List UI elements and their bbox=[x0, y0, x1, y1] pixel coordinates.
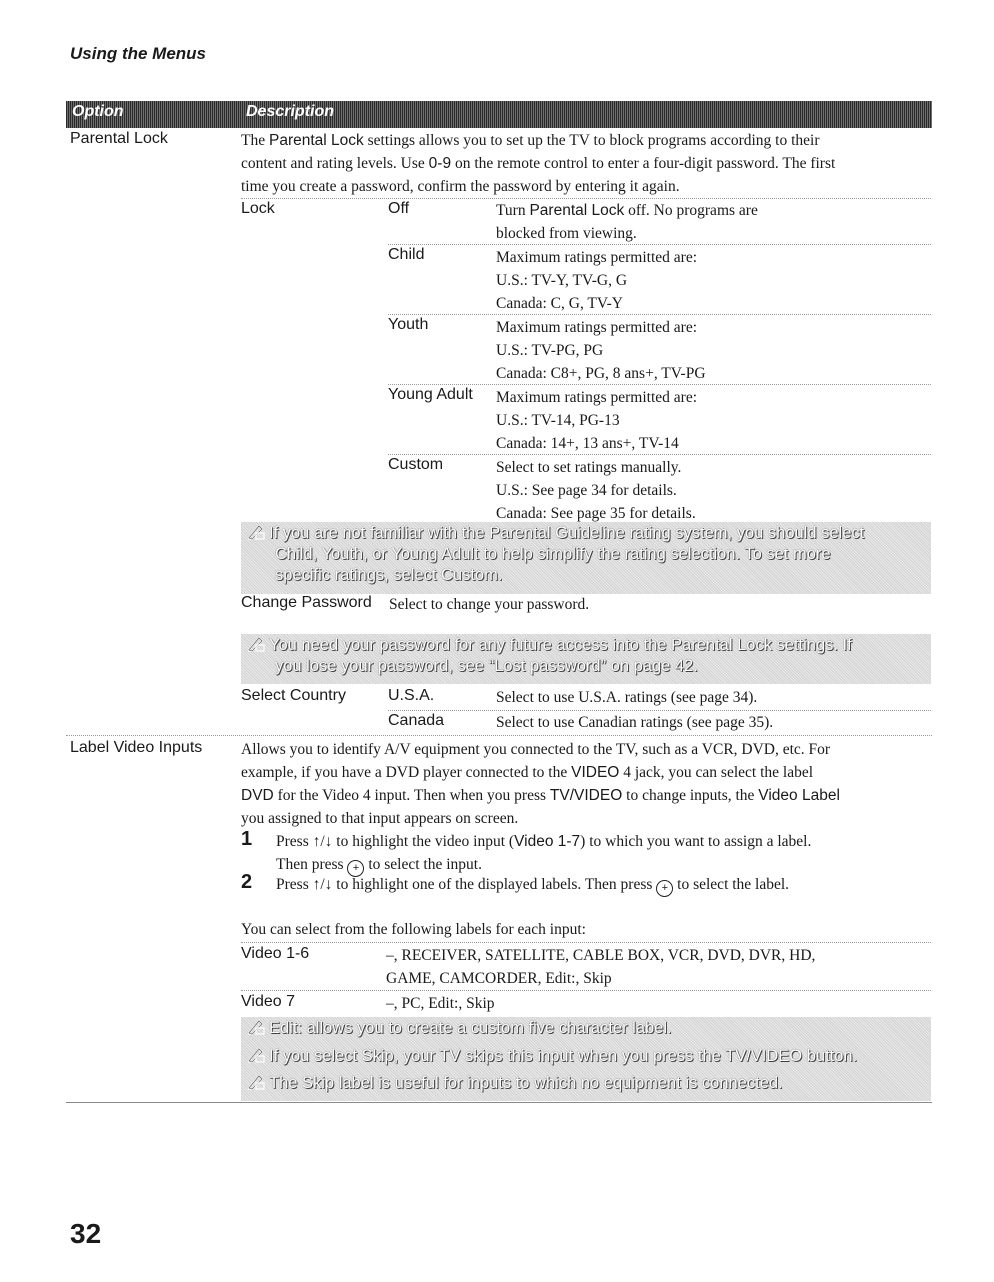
text-frag: settings allows you to set up the TV to block programs according to their bbox=[363, 132, 820, 149]
note-text: You need your password for any future access into the Parental Lock settings. If bbox=[269, 636, 852, 654]
country-option-canada-desc: Select to use Canadian ratings (see page 35). bbox=[496, 714, 774, 731]
text-frag: Video Label bbox=[758, 787, 840, 804]
parental-lock-description bbox=[241, 129, 931, 198]
lock-label: Lock bbox=[241, 200, 275, 217]
country-option-usa-desc: Select to use U.S.A. ratings (see page 34). bbox=[496, 689, 758, 706]
note-box-labels bbox=[241, 1017, 931, 1101]
divider bbox=[388, 454, 931, 455]
text-frag: Video 1-7 bbox=[514, 833, 581, 850]
enter-circle-icon: + bbox=[347, 860, 364, 877]
divider bbox=[388, 384, 931, 385]
note-text: you lose your password, see “Lost password” on page 42. bbox=[275, 657, 698, 675]
text-line: –, RECEIVER, SATELLITE, CABLE BOX, VCR, DVD, DVR, HD, bbox=[386, 947, 816, 964]
change-password-desc: Select to change your password. bbox=[389, 596, 590, 613]
lock-option-off-desc bbox=[496, 199, 758, 245]
text-frag: Parental Lock bbox=[529, 202, 625, 219]
lock-option-young-adult-desc bbox=[496, 386, 697, 455]
note-pencil-icon bbox=[247, 636, 265, 652]
table-header-bar bbox=[66, 101, 932, 128]
text-frag: Press ↑/↓ to highlight one of the displayed labels. Then press bbox=[276, 876, 657, 893]
note-box-rating-guideline bbox=[241, 522, 931, 594]
page-number: 32 bbox=[70, 1218, 102, 1249]
text-line: Select to set ratings manually. bbox=[496, 459, 682, 476]
note-text: Child, Youth, or Young Adult to help simplify the rating selection. To set more bbox=[275, 545, 831, 563]
option-parental-lock: Parental Lock bbox=[70, 130, 168, 147]
input-video-7: Video 7 bbox=[241, 993, 295, 1010]
divider bbox=[241, 990, 931, 991]
text-frag: time you create a password, confirm the password by entering it again. bbox=[241, 178, 680, 195]
text-line: GAME, CAMCORDER, Edit:, Skip bbox=[386, 970, 612, 987]
following-labels-text: You can select from the following labels for each input: bbox=[241, 921, 586, 938]
note-pencil-icon bbox=[247, 1074, 265, 1090]
text-frag: 0-9 bbox=[428, 155, 452, 172]
text-frag: to select the input. bbox=[364, 856, 482, 873]
text-frag: ) to which you want to assign a label. bbox=[580, 833, 812, 850]
text-frag: content and rating levels. Use bbox=[241, 155, 429, 172]
lock-option-child-desc bbox=[496, 246, 697, 315]
text-line: Canada: C8+, PG, 8 ans+, TV-PG bbox=[496, 365, 706, 382]
text-line: blocked from viewing. bbox=[496, 225, 637, 242]
text-frag: VIDEO bbox=[571, 764, 620, 781]
lock-option-child: Child bbox=[388, 246, 425, 263]
text-frag: Press ↑/↓ to highlight the video input ( bbox=[276, 833, 515, 850]
header-option: Option bbox=[72, 103, 124, 120]
text-line: Maximum ratings permitted are: bbox=[496, 319, 698, 336]
divider bbox=[241, 942, 931, 943]
text-frag: example, if you have a DVD player connected to the bbox=[241, 764, 572, 781]
divider bbox=[388, 314, 931, 315]
text-frag: DVD bbox=[241, 787, 274, 804]
country-option-canada: Canada bbox=[388, 712, 445, 729]
section-title: Using the Menus bbox=[70, 44, 207, 63]
text-line: U.S.: TV-14, PG-13 bbox=[496, 412, 620, 429]
text-frag: off. No programs are bbox=[624, 202, 758, 219]
text-line: Canada: 14+, 13 ans+, TV-14 bbox=[496, 435, 679, 452]
note-text: If you are not familiar with the Parental Guideline rating system, you should select bbox=[269, 524, 865, 542]
text-line: Canada: See page 35 for details. bbox=[496, 505, 696, 522]
text-line: Allows you to identify A/V equipment you connected to the TV, such as a VCR, DVD, etc. For bbox=[241, 741, 831, 758]
step-2-text bbox=[276, 873, 932, 897]
row-divider bbox=[66, 735, 932, 736]
divider bbox=[388, 244, 931, 245]
text-frag: Parental Lock bbox=[268, 132, 364, 149]
note-text: The Skip label is useful for inputs to which no equipment is connected. bbox=[269, 1074, 783, 1092]
table-bottom-rule bbox=[66, 1102, 932, 1103]
text-line: Maximum ratings permitted are: bbox=[496, 389, 698, 406]
option-label-video-inputs: Label Video Inputs bbox=[70, 739, 203, 756]
text-frag: on the remote control to enter a four-digit password. The first bbox=[451, 155, 836, 172]
lock-option-young-adult: Young Adult bbox=[388, 386, 473, 403]
label-video-inputs-description bbox=[241, 738, 933, 830]
lock-option-youth: Youth bbox=[388, 316, 429, 333]
text-line bbox=[496, 199, 758, 222]
input-video-1-6-labels bbox=[386, 944, 815, 990]
note-box-password bbox=[241, 634, 931, 684]
text-line: U.S.: TV-PG, PG bbox=[496, 342, 604, 359]
header-description: Description bbox=[246, 103, 335, 120]
text-line: U.S.: TV-Y, TV-G, G bbox=[496, 272, 628, 289]
input-video-7-labels: –, PC, Edit:, Skip bbox=[386, 995, 495, 1012]
note-pencil-icon bbox=[247, 524, 265, 540]
note-text: If you select Skip, your TV skips this input when you press the TV/VIDEO button. bbox=[269, 1047, 858, 1065]
text-frag: Turn bbox=[496, 202, 530, 219]
text-line: Maximum ratings permitted are: bbox=[496, 249, 698, 266]
input-video-1-6: Video 1-6 bbox=[241, 945, 310, 962]
step-number: 1 bbox=[241, 828, 253, 850]
step-number: 2 bbox=[241, 871, 253, 893]
note-pencil-icon bbox=[247, 1047, 265, 1063]
text-line: U.S.: See page 34 for details. bbox=[496, 482, 677, 499]
text-frag: to select the label. bbox=[673, 876, 790, 893]
text-frag: Then press bbox=[276, 856, 348, 873]
text-frag: to change inputs, the bbox=[622, 787, 759, 804]
enter-circle-icon: + bbox=[656, 880, 673, 897]
country-option-usa: U.S.A. bbox=[388, 687, 435, 704]
lock-option-youth-desc bbox=[496, 316, 706, 385]
note-pencil-icon bbox=[247, 1019, 265, 1035]
select-country-label: Select Country bbox=[241, 687, 346, 704]
lock-option-custom: Custom bbox=[388, 456, 444, 473]
lock-option-off: Off bbox=[388, 200, 410, 217]
note-text: Edit: allows you to create a custom five character label. bbox=[269, 1019, 672, 1037]
change-password-label: Change Password bbox=[241, 594, 372, 611]
text-frag: 4 jack, you can select the label bbox=[619, 764, 814, 781]
text-line: Canada: C, G, TV-Y bbox=[496, 295, 624, 312]
text-frag: The bbox=[241, 132, 269, 149]
text-line: you assigned to that input appears on screen. bbox=[241, 810, 519, 827]
text-frag: for the Video 4 input. Then when you press bbox=[273, 787, 550, 804]
note-text: specific ratings, select Custom. bbox=[275, 566, 503, 584]
lock-option-custom-desc bbox=[496, 456, 696, 525]
step-1-text bbox=[276, 830, 932, 877]
text-frag: TV/VIDEO bbox=[549, 787, 623, 804]
